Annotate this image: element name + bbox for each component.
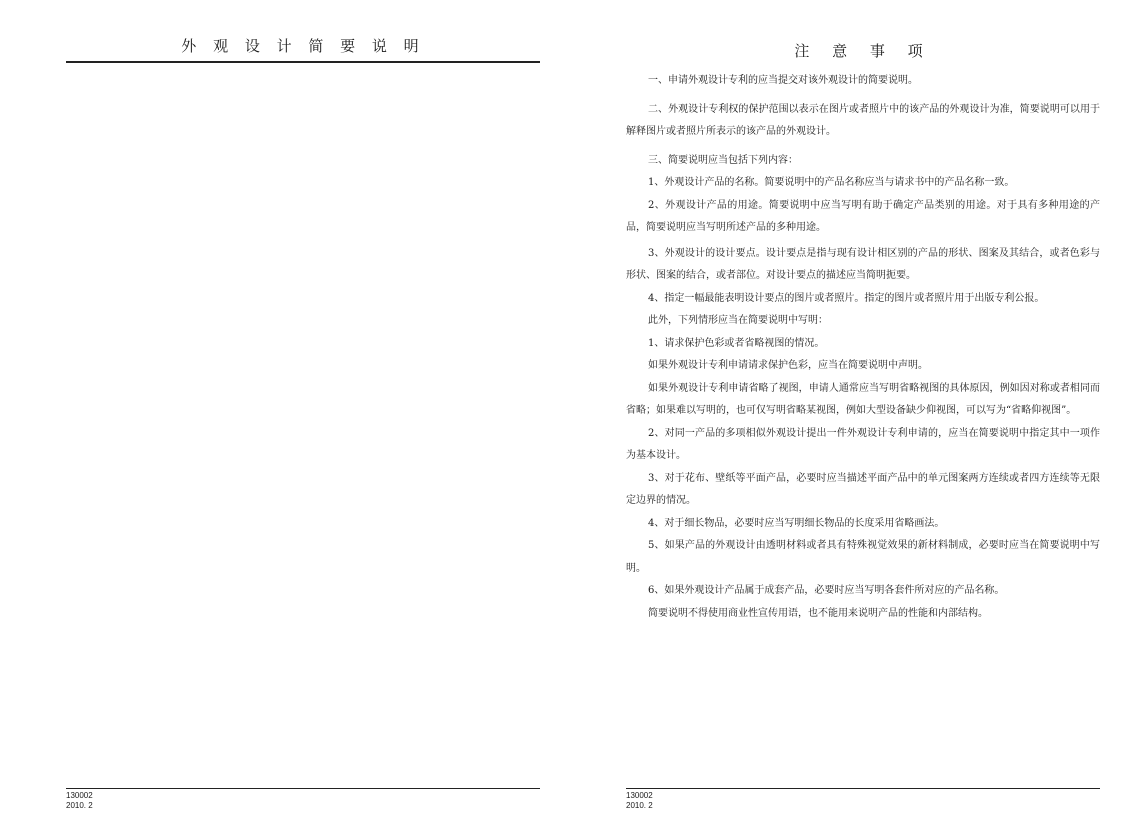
note-paragraph: 简要说明不得使用商业性宣传用语，也不能用来说明产品的性能和内部结构。	[648, 607, 988, 619]
note-paragraph: 三、简要说明应当包括下列内容：	[648, 154, 798, 166]
right-page-title: 注 意 事 项	[794, 42, 932, 60]
note-paragraph: 1、请求保护色彩或者省略视图的情况。	[648, 337, 825, 349]
left-title-divider	[66, 61, 540, 63]
left-footer-date: 2010. 2	[66, 801, 93, 810]
note-paragraph: 如果外观设计专利申请省略了视图，申请人通常应当写明省略视图的具体原因，例如因对称或者相同而省略；如果难以写明的，也可仅写明省略某视图，例如大型设备缺少仰视图，可以写为“省略仰视图”。	[626, 382, 1100, 416]
right-footer-code: 130002	[626, 791, 653, 800]
note-paragraph: 4、对于细长物品，必要时应当写明细长物品的长度采用省略画法。	[648, 517, 945, 529]
note-paragraph: 一、申请外观设计专利的应当提交对该外观设计的简要说明。	[648, 75, 918, 86]
right-footer-date: 2010. 2	[626, 801, 653, 810]
note-paragraph: 4、指定一幅最能表明设计要点的图片或者照片。指定的图片或者照片用于出版专利公报。	[648, 292, 1045, 304]
note-paragraph: 1、外观设计产品的名称。简要说明中的产品名称应当与请求书中的产品名称一致。	[648, 177, 1015, 188]
note-paragraph: 二、外观设计专利权的保护范围以表示在图片或者照片中的该产品的外观设计为准，简要说明可以用于解释图片或者照片所表示的该产品的外观设计。	[626, 103, 1100, 137]
note-paragraph: 3、对于花布、壁纸等平面产品，必要时应当描述平面产品中的单元图案两方连续或者四方连续等无限定边界的情况。	[626, 472, 1100, 506]
right-footer-divider	[626, 788, 1100, 789]
note-paragraph: 2、外观设计产品的用途。简要说明中应当写明有助于确定产品类别的用途。对于具有多种用途的产品，简要说明应当写明所述产品的多种用途。	[626, 199, 1100, 233]
note-paragraph: 此外，下列情形应当在简要说明中写明：	[648, 315, 828, 326]
left-page-title: 外 观 设 计 简 要 说 明	[181, 37, 425, 55]
note-paragraph: 6、如果外观设计产品属于成套产品，必要时应当写明各套件所对应的产品名称。	[648, 585, 1005, 596]
left-footer-divider	[66, 788, 540, 789]
notes-body	[626, 70, 1100, 625]
note-paragraph: 3、外观设计的设计要点。设计要点是指与现有设计相区别的产品的形状、图案及其结合，或者色彩与形状、图案的结合，或者部位。对设计要点的描述应当简明扼要。	[626, 247, 1100, 281]
note-paragraph: 如果外观设计专利申请请求保护色彩，应当在简要说明中声明。	[648, 360, 928, 371]
note-paragraph: 5、如果产品的外观设计由透明材料或者具有特殊视觉效果的新材料制成，必要时应当在简要说明中写明。	[626, 540, 1100, 574]
note-paragraph: 2、对同一产品的多项相似外观设计提出一件外观设计专利申请的，应当在简要说明中指定其中一项作为基本设计。	[626, 427, 1100, 461]
left-footer-code: 130002	[66, 791, 93, 800]
